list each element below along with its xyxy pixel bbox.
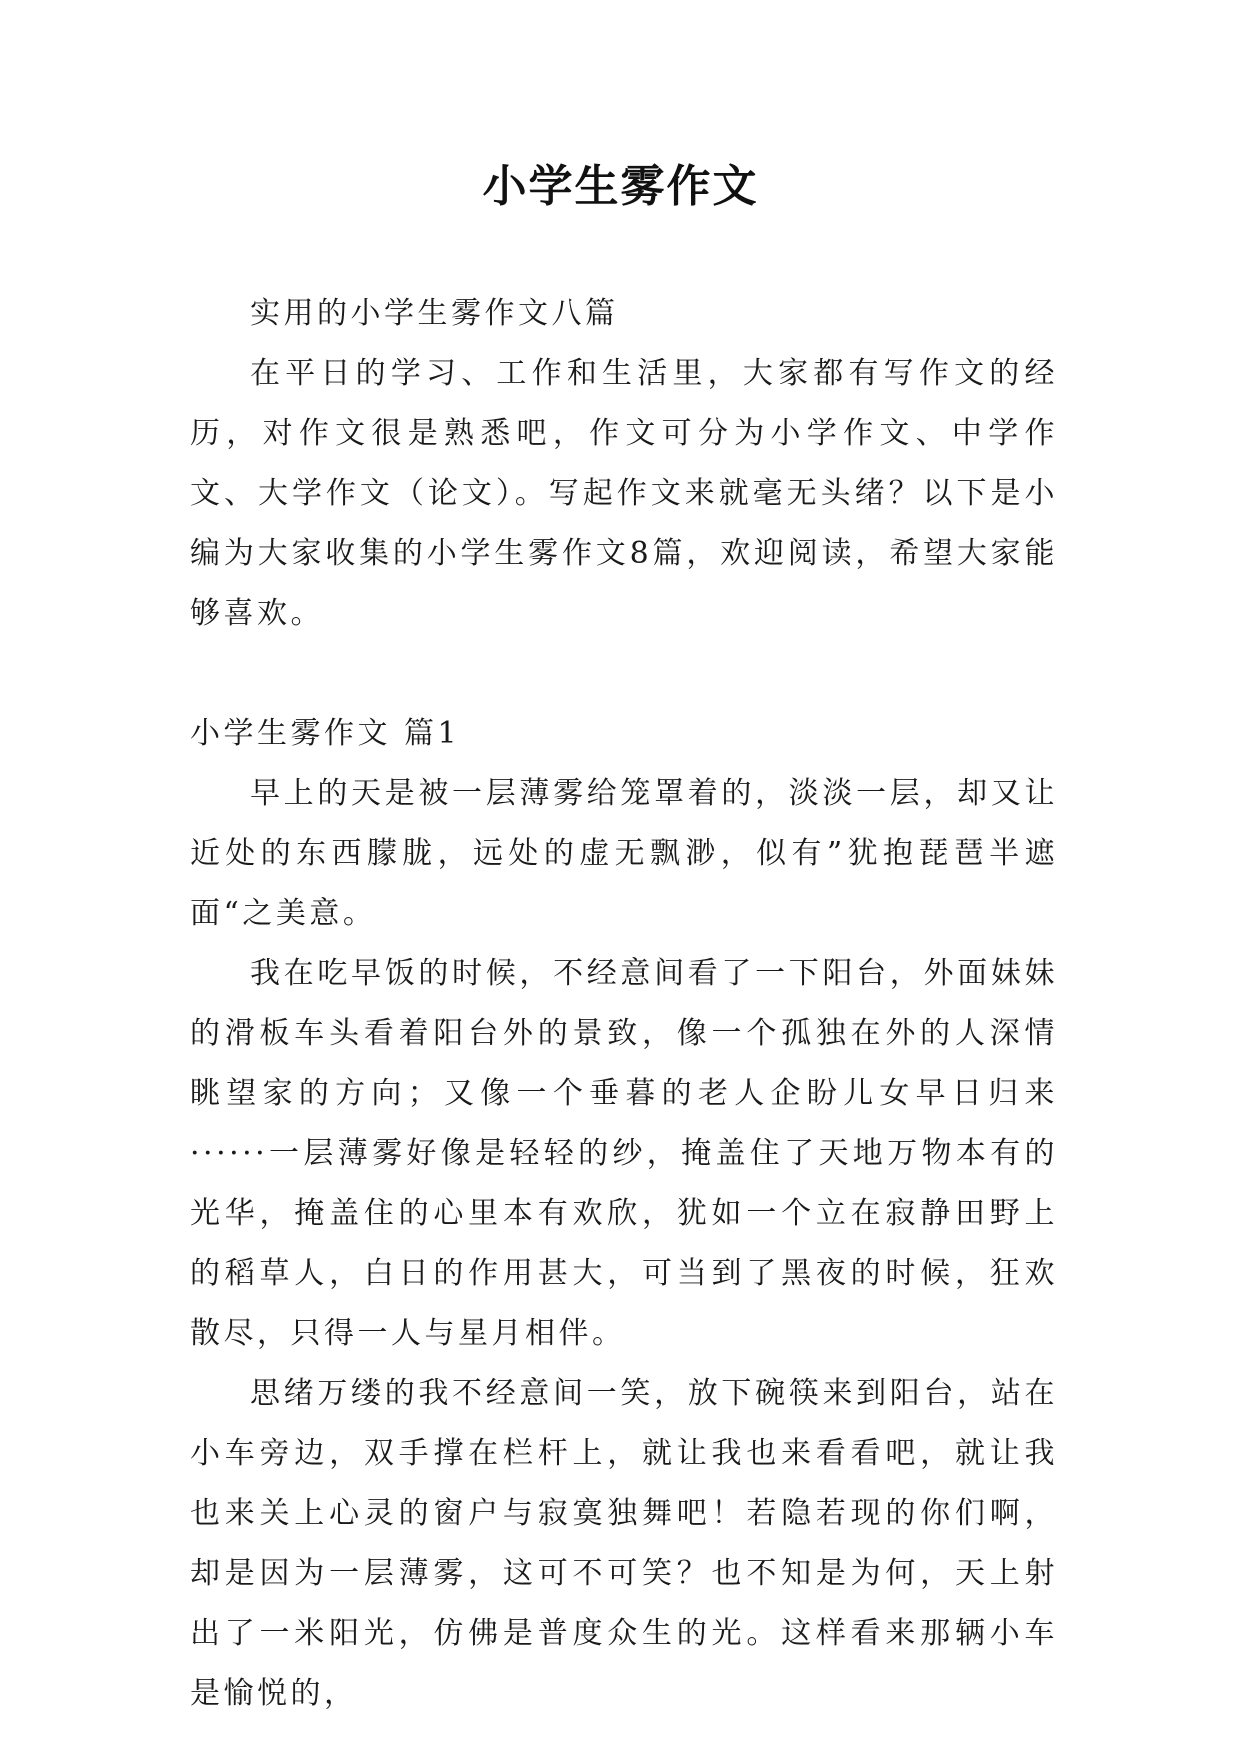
- section-heading: 小学生雾作文 篇1: [190, 716, 461, 751]
- body-paragraph: 我在吃早饭的时候，不经意间看了一下阳台，外面妹妹的滑板车头看着阳台外的景致，像一个孤独在外的人深情眺望家的方向；又像一个垂暮的老人企盼儿女早日归来······一层薄雾好像是轻轻的纱，掩盖住了天地万物本有的光华，掩盖住的心里本有欢欣，犹如一个立在寂静田野上的稻草人，白日的作用甚大，可当到了黑夜的时候，狂欢散尽，只得一人与星月相伴。: [190, 956, 1058, 1351]
- intro-paragraph: 在平日的学习、工作和生活里，大家都有写作文的经历，对作文很是熟悉吧，作文可分为小学作文、中学作文、大学作文（论文）。写起作文来就毫无头绪？以下是小编为大家收集的小学生雾作文8篇，欢迎阅读，希望大家能够喜欢。: [190, 356, 1058, 631]
- document-title: 小学生雾作文: [482, 161, 759, 212]
- body-paragraph: 思绪万缕的我不经意间一笑，放下碗筷来到阳台，站在小车旁边，双手撑在栏杆上，就让我也来看看吧，就让我也来关上心灵的窗户与寂寞独舞吧！若隐若现的你们啊，却是因为一层薄雾，这可不可笑？也不知是为何，天上射出了一米阳光，仿佛是普度众生的光。这样看来那辆小车是愉悦的，: [190, 1376, 1058, 1711]
- body-paragraph: 早上的天是被一层薄雾给笼罩着的，淡淡一层，却又让近处的东西朦胧，远处的虚无飘渺，似有”犹抱琵琶半遮面“之美意。: [190, 776, 1058, 931]
- subtitle: 实用的小学生雾作文八篇: [250, 296, 619, 331]
- document-body: [190, 284, 1058, 1724]
- section-gap: [190, 644, 1058, 704]
